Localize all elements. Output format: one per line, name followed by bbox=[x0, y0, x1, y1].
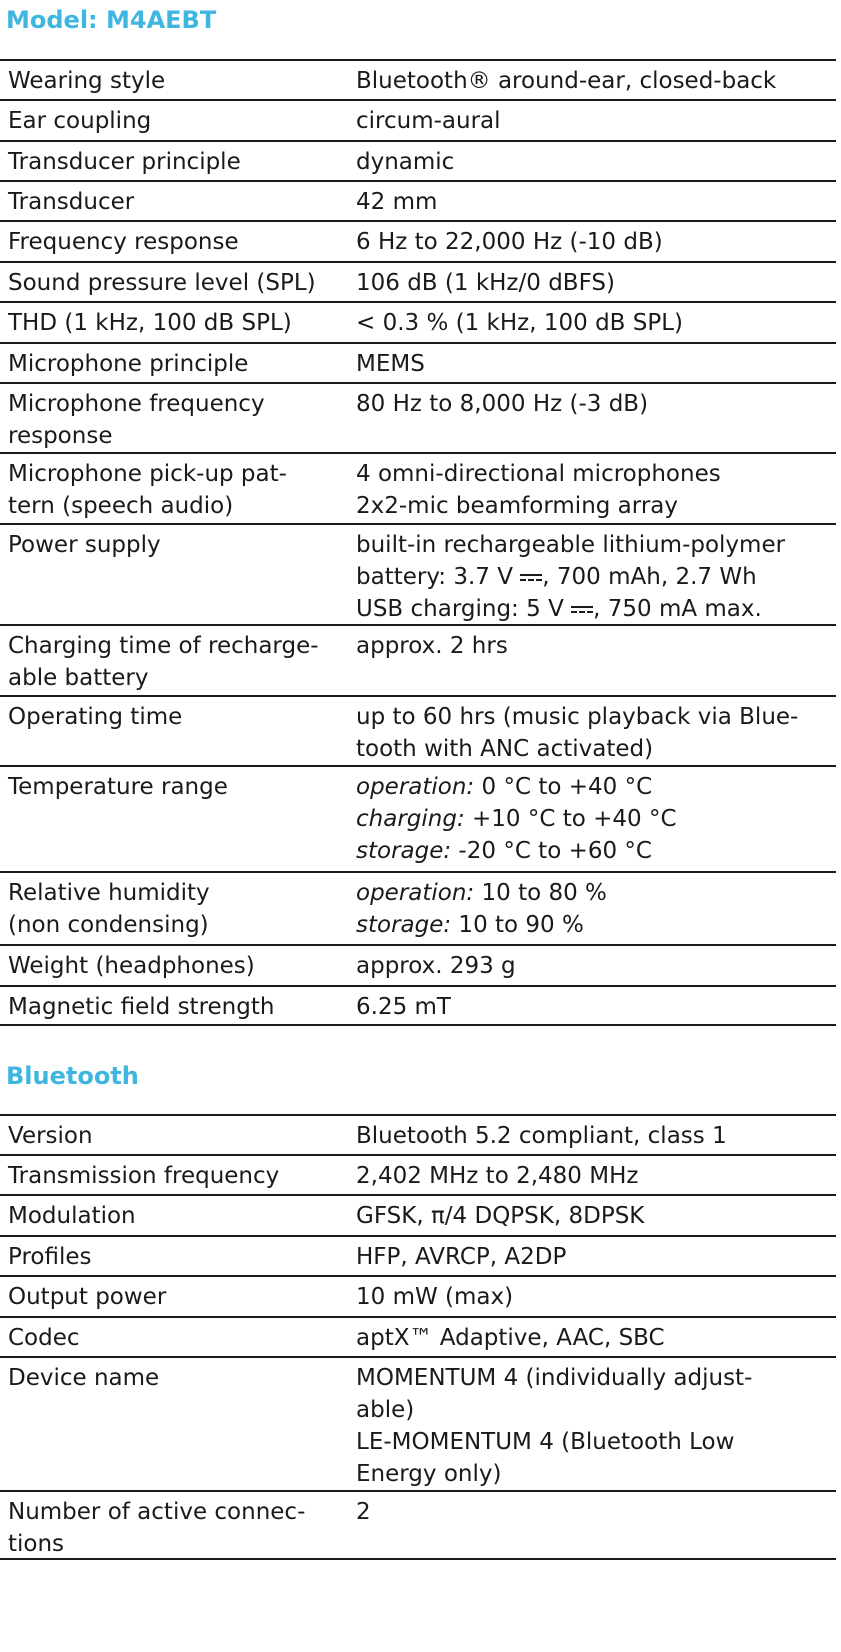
spec-value-line: 2 bbox=[356, 1499, 371, 1525]
spec-value bbox=[356, 303, 836, 339]
spec-value bbox=[356, 1156, 836, 1192]
spec-label bbox=[0, 263, 356, 299]
spec-label-line: Modulation bbox=[8, 1203, 136, 1229]
spec-label bbox=[0, 1237, 356, 1273]
spec-label bbox=[0, 182, 356, 218]
bluetooth-spec-table bbox=[0, 1114, 836, 1560]
spec-value-line bbox=[356, 771, 836, 803]
spec-value-line bbox=[356, 835, 836, 867]
spec-value-line bbox=[356, 909, 836, 941]
spec-value-line bbox=[356, 593, 836, 625]
spec-label bbox=[0, 1156, 356, 1192]
spec-label-line: Wearing style bbox=[8, 68, 166, 94]
spec-row-charging-time-of-recharge-able-battery bbox=[0, 624, 836, 695]
spec-value bbox=[356, 1116, 836, 1152]
spec-value-line: approx. 2 hrs bbox=[356, 633, 508, 659]
spec-value-line: GFSK, π/4 DQPSK, 8DPSK bbox=[356, 1203, 645, 1229]
model-spec-table bbox=[0, 59, 836, 1026]
spec-label-line: Relative humidity bbox=[8, 880, 210, 906]
spec-label-line: Microphone pick-up pat- bbox=[8, 461, 287, 487]
spec-value-line: 42 mm bbox=[356, 189, 438, 215]
bluetooth-heading: Bluetooth bbox=[6, 1062, 139, 1090]
spec-row-profiles bbox=[0, 1235, 836, 1275]
spec-value bbox=[356, 182, 836, 218]
spec-label-line: Ear coupling bbox=[8, 108, 152, 134]
spec-value-text: , 700 mAh, 2.7 Wh bbox=[542, 564, 757, 590]
spec-label bbox=[0, 1277, 356, 1313]
spec-label bbox=[0, 697, 356, 733]
spec-row-modulation bbox=[0, 1194, 836, 1235]
spec-value bbox=[356, 1277, 836, 1313]
spec-value bbox=[356, 1196, 836, 1232]
spec-label-line: tions bbox=[8, 1531, 65, 1557]
spec-row-operating-time bbox=[0, 695, 836, 765]
spec-value-qualifier: storage: bbox=[356, 912, 452, 938]
spec-value bbox=[356, 525, 836, 625]
spec-value-line: 4 omni-directional microphones bbox=[356, 461, 721, 487]
spec-row-microphone-principle bbox=[0, 342, 836, 382]
spec-value-line: 2x2-mic beamforming array bbox=[356, 493, 678, 519]
spec-label bbox=[0, 344, 356, 380]
spec-label-line: Transmission frequency bbox=[8, 1163, 280, 1189]
spec-label-line: THD (1 kHz, 100 dB SPL) bbox=[8, 310, 292, 336]
spec-label bbox=[0, 1318, 356, 1354]
spec-value bbox=[356, 697, 836, 765]
spec-label bbox=[0, 1196, 356, 1232]
spec-value-line: 2,402 MHz to 2,480 MHz bbox=[356, 1163, 639, 1189]
spec-value-qualifier: operation: bbox=[356, 774, 475, 800]
spec-value-line: up to 60 hrs (music playback via Blue- bbox=[356, 704, 799, 730]
spec-value bbox=[356, 142, 836, 178]
spec-value bbox=[356, 1492, 836, 1528]
spec-value bbox=[356, 626, 836, 662]
spec-label bbox=[0, 384, 356, 452]
spec-label-line: Version bbox=[8, 1123, 93, 1149]
spec-row-magnetic-field-strength bbox=[0, 985, 836, 1026]
spec-value bbox=[356, 873, 836, 941]
spec-value-line: HFP, AVRCP, A2DP bbox=[356, 1244, 567, 1270]
spec-row-version bbox=[0, 1114, 836, 1154]
spec-value bbox=[356, 1358, 836, 1490]
spec-value-line: Bluetooth® around-ear, closed-back bbox=[356, 68, 777, 94]
spec-value-qualifier: storage: bbox=[356, 838, 452, 864]
spec-value-qualifier: operation: bbox=[356, 880, 475, 906]
spec-value-line: < 0.3 % (1 kHz, 100 dB SPL) bbox=[356, 310, 684, 336]
spec-row-transducer bbox=[0, 180, 836, 220]
spec-value bbox=[356, 1237, 836, 1273]
spec-value-line: dynamic bbox=[356, 149, 455, 175]
spec-label-line: Magnetic field strength bbox=[8, 994, 275, 1020]
spec-value bbox=[356, 767, 836, 867]
spec-value-text: 10 to 80 % bbox=[474, 880, 607, 906]
spec-label bbox=[0, 525, 356, 561]
spec-label-line: Temperature range bbox=[8, 774, 228, 800]
spec-value bbox=[356, 946, 836, 982]
spec-label bbox=[0, 454, 356, 522]
spec-row-thd-1-khz-100-db-spl bbox=[0, 301, 836, 342]
model-heading: Model: M4AEBT bbox=[6, 6, 217, 34]
spec-label-line: Sound pressure level (SPL) bbox=[8, 270, 316, 296]
spec-label-line: tern (speech audio) bbox=[8, 493, 234, 519]
spec-row-ear-coupling bbox=[0, 99, 836, 140]
spec-label bbox=[0, 101, 356, 137]
spec-label bbox=[0, 61, 356, 97]
spec-value-text: 0 °C to +40 °C bbox=[474, 774, 653, 800]
spec-label-line: (non condensing) bbox=[8, 912, 209, 938]
dc-current-icon bbox=[571, 604, 593, 616]
spec-label bbox=[0, 873, 356, 941]
spec-row-weight-headphones bbox=[0, 944, 836, 985]
spec-value bbox=[356, 987, 836, 1023]
spec-value-line: Bluetooth 5.2 compliant, class 1 bbox=[356, 1123, 727, 1149]
spec-label-line: Operating time bbox=[8, 704, 183, 730]
spec-label bbox=[0, 987, 356, 1023]
spec-row-codec bbox=[0, 1316, 836, 1356]
spec-value-qualifier: charging: bbox=[356, 806, 465, 832]
spec-label bbox=[0, 1492, 356, 1560]
spec-label-line: Profiles bbox=[8, 1244, 92, 1270]
spec-label bbox=[0, 303, 356, 339]
spec-value-line: approx. 293 g bbox=[356, 953, 516, 979]
spec-label bbox=[0, 1116, 356, 1152]
spec-label-line: Microphone principle bbox=[8, 351, 249, 377]
spec-label-line: Device name bbox=[8, 1365, 160, 1391]
spec-label-line: Transducer bbox=[8, 189, 135, 215]
dc-current-icon bbox=[520, 572, 542, 584]
spec-row-relative-humidity-non-condensing bbox=[0, 871, 836, 944]
spec-row-sound-pressure-level-spl bbox=[0, 261, 836, 301]
spec-value-line: tooth with ANC activated) bbox=[356, 736, 654, 762]
spec-value-line bbox=[356, 803, 836, 835]
spec-row-transmission-frequency bbox=[0, 1154, 836, 1194]
spec-value-line: MEMS bbox=[356, 351, 425, 377]
spec-row-device-name bbox=[0, 1356, 836, 1490]
spec-label-line: Frequency response bbox=[8, 229, 239, 255]
spec-label bbox=[0, 1358, 356, 1394]
spec-value-line: LE-MOMENTUM 4 (Bluetooth Low bbox=[356, 1429, 735, 1455]
spec-value-text: USB charging: 5 V bbox=[356, 596, 572, 622]
spec-row-output-power bbox=[0, 1275, 836, 1316]
spec-value-line: 10 mW (max) bbox=[356, 1284, 514, 1310]
spec-label-line: Codec bbox=[8, 1325, 80, 1351]
spec-label bbox=[0, 222, 356, 258]
spec-value bbox=[356, 222, 836, 258]
spec-value-line bbox=[356, 877, 836, 909]
spec-label-line: Output power bbox=[8, 1284, 167, 1310]
spec-label-line: Charging time of recharge- bbox=[8, 633, 319, 659]
spec-value-line bbox=[356, 561, 836, 593]
spec-label bbox=[0, 626, 356, 694]
spec-value-line: built-in rechargeable lithium-polymer bbox=[356, 532, 786, 558]
spec-value-line: MOMENTUM 4 (individually adjust- bbox=[356, 1365, 753, 1391]
spec-row-number-of-active-connec-tions bbox=[0, 1490, 836, 1560]
spec-value-text: , 750 mA max. bbox=[593, 596, 762, 622]
spec-label-line: Transducer principle bbox=[8, 149, 241, 175]
spec-value bbox=[356, 454, 836, 522]
spec-value-line: 6.25 mT bbox=[356, 994, 451, 1020]
spec-value-line: 106 dB (1 kHz/0 dBFS) bbox=[356, 270, 615, 296]
spec-value-line: 6 Hz to 22,000 Hz (-10 dB) bbox=[356, 229, 663, 255]
spec-label-line: Number of active connec- bbox=[8, 1499, 306, 1525]
spec-label-line: able battery bbox=[8, 665, 149, 691]
spec-label-line: response bbox=[8, 423, 113, 449]
spec-label bbox=[0, 767, 356, 803]
spec-value-line: able) bbox=[356, 1397, 415, 1423]
spec-value bbox=[356, 344, 836, 380]
spec-value-line: circum-aural bbox=[356, 108, 501, 134]
spec-value-line: Energy only) bbox=[356, 1461, 502, 1487]
spec-value bbox=[356, 384, 836, 420]
spec-value-text: 10 to 90 % bbox=[451, 912, 584, 938]
spec-value-text: battery: 3.7 V bbox=[356, 564, 521, 590]
spec-row-microphone-frequency-response bbox=[0, 382, 836, 452]
spec-value bbox=[356, 61, 836, 97]
spec-row-transducer-principle bbox=[0, 140, 836, 180]
spec-label-line: Microphone frequency bbox=[8, 391, 265, 417]
spec-value bbox=[356, 101, 836, 137]
spec-value-line: 80 Hz to 8,000 Hz (-3 dB) bbox=[356, 391, 649, 417]
spec-row-frequency-response bbox=[0, 220, 836, 261]
spec-label bbox=[0, 142, 356, 178]
spec-label bbox=[0, 946, 356, 982]
spec-row-power-supply bbox=[0, 523, 836, 624]
spec-value-text: +10 °C to +40 °C bbox=[464, 806, 677, 832]
spec-value-line: aptX™ Adaptive, AAC, SBC bbox=[356, 1325, 665, 1351]
spec-value bbox=[356, 1318, 836, 1354]
spec-value bbox=[356, 263, 836, 299]
spec-row-wearing-style bbox=[0, 59, 836, 99]
spec-label-line: Power supply bbox=[8, 532, 161, 558]
spec-row-microphone-pick-up-pat-tern-speech-audio bbox=[0, 452, 836, 523]
spec-value-text: -20 °C to +60 °C bbox=[451, 838, 652, 864]
spec-row-temperature-range bbox=[0, 765, 836, 871]
spec-label-line: Weight (headphones) bbox=[8, 953, 255, 979]
